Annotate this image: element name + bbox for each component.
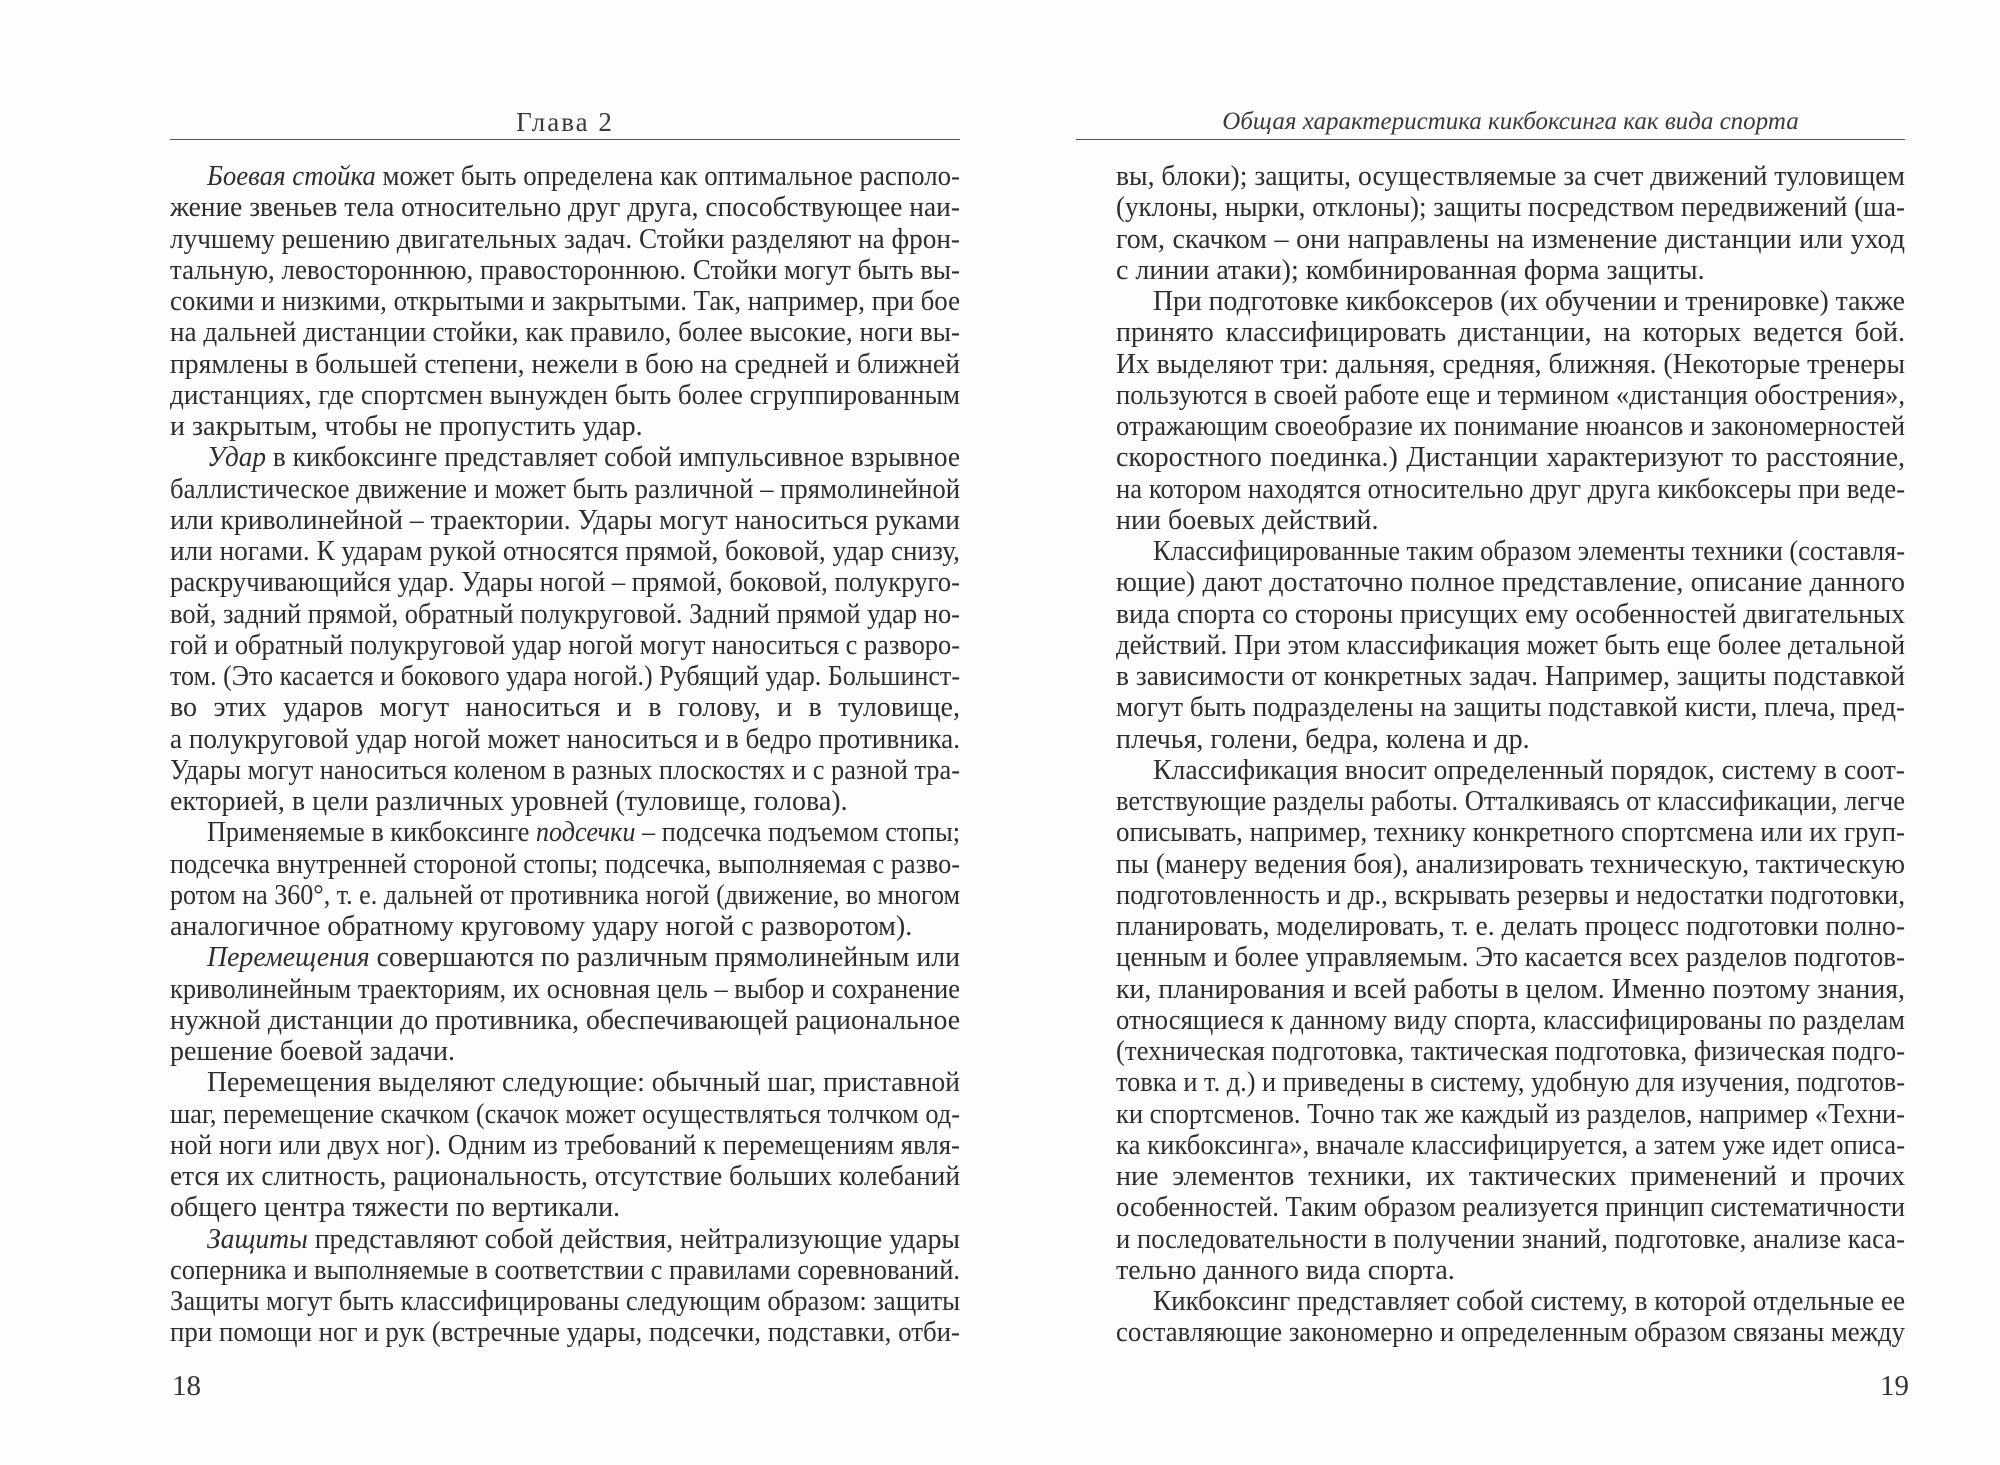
text-run: нужной дистанции до противника, обеспечивающей рациональное [170, 1004, 960, 1036]
text-line [1116, 380, 1905, 411]
text-line [170, 974, 960, 1005]
text-run: (уклоны, нырки, отклоны); защиты посредством передвижений (ша- [1116, 192, 1905, 224]
text-run: ной ноги или двух ног). Одним из требований к перемещениям явля- [170, 1129, 960, 1161]
text-line [1116, 192, 1905, 223]
text-run: дистанциях, где спортсмен вынужден быть более сгруппированным [170, 379, 960, 411]
text-line [1116, 161, 1905, 192]
text-run: екторией, в цели различных уровней (туловище, голова). [170, 786, 848, 817]
text-line [170, 1192, 960, 1223]
text-line [1116, 1192, 1905, 1223]
text-run: в зависимости от конкретных задач. Например, защиты подставкой [1116, 661, 1905, 692]
text-line [170, 599, 960, 630]
text-line [1116, 224, 1905, 255]
text-run: шаг, перемещение скачком (скачок может осуществляться толчком од- [170, 1098, 960, 1130]
text-run: вы, блоки); защиты, осуществляемые за счет движений туловищем [1116, 161, 1905, 192]
text-line [170, 161, 960, 192]
text-run: гой и обратный полукруговой удар ногой могут наноситься с разворо- [170, 629, 960, 661]
text-line [170, 224, 960, 255]
text-line [170, 567, 960, 598]
text-line [170, 505, 960, 536]
text-run: во этих ударов могут наноситься и в голову, и в туловище, [170, 692, 960, 724]
text-line [170, 911, 960, 942]
text-run: гом, скачком – они направлены на изменение дистанции или уход [1116, 223, 1905, 255]
text-line [170, 724, 960, 755]
text-run: или криволинейной – траектории. Удары могут наноситься руками [170, 504, 960, 536]
text-run: пользуются в своей работе еще и термином «дистанция обострения», [1116, 379, 1905, 411]
text-run: том. (Это касается и бокового удара ногой.) Рубящий удар. Большинст- [170, 661, 960, 692]
text-line [170, 286, 960, 317]
text-line [1116, 661, 1905, 692]
page-number: 19 [1880, 1370, 1909, 1402]
text-line [170, 786, 960, 817]
text-line [170, 317, 960, 348]
text-line [170, 411, 960, 442]
text-run: нии боевых действий. [1116, 504, 1379, 536]
text-run: или ногами. К ударам рукой относятся прямой, боковой, удар снизу, [170, 536, 960, 567]
text-line [1116, 1224, 1905, 1255]
text-run: ветствующие разделы работы. Отталкиваясь от классификации, легче [1116, 786, 1905, 817]
text-run: – подсечка подъемом стопы; [635, 817, 960, 849]
text-run: может быть определена как оптимальное располо- [375, 161, 960, 192]
text-line [170, 349, 960, 380]
text-line [1116, 411, 1905, 442]
page-number: 18 [172, 1370, 201, 1402]
text-line [1116, 1067, 1905, 1098]
text-line [170, 817, 960, 848]
text-run: описывать, например, технику конкретного спортсмена или их груп- [1116, 817, 1905, 849]
text-line [1116, 1286, 1905, 1317]
text-line [1116, 817, 1905, 848]
text-run: относящиеся к данному виду спорта, классифицированы по разделам [1116, 1004, 1905, 1036]
text-run: прямлены в большей степени, нежели в бою на средней и ближней [170, 348, 960, 380]
text-line [1116, 474, 1905, 505]
text-line [1116, 786, 1905, 817]
text-run: скоростного поединка.) Дистанции характеризуют то расстояние, [1116, 442, 1905, 474]
text-run: решение боевой задачи. [170, 1036, 455, 1067]
text-run: ки спортсменов. Точно так же каждый из разделов, например «Техни- [1116, 1098, 1905, 1130]
text-run: вой, задний прямой, обратный полукруговой. Задний прямой удар но- [170, 598, 960, 630]
text-run: аналогичное обратному круговому удару ногой с разворотом). [170, 911, 913, 942]
text-run: баллистическое движение и может быть различной – прямолинейной [170, 473, 960, 505]
text-run: товка и т. д.) и приведены в систему, удобную для изучения, подготов- [1116, 1067, 1905, 1099]
text-run: подсечка внутренней стороной стопы; подсечка, выполняемая с разво- [170, 848, 960, 880]
text-run: Удары могут наноситься коленом в разных плоскостях и с разной тра- [170, 754, 960, 786]
text-line [1116, 942, 1905, 973]
text-line [170, 1036, 960, 1067]
text-line [1116, 880, 1905, 911]
text-line [170, 1005, 960, 1036]
text-line [170, 661, 960, 692]
text-line [170, 1317, 960, 1348]
text-line [170, 442, 960, 473]
text-run: ка кикбоксинга», вначале классифицируется, а затем уже идет описа- [1116, 1129, 1905, 1161]
text-run: и последовательности в получении знаний, подготовке, анализе каса- [1116, 1223, 1905, 1255]
text-line [170, 536, 960, 567]
text-run: При подготовке кикбоксеров (их обучении и тренировке) также [1153, 286, 1905, 317]
text-line [1116, 1130, 1905, 1161]
text-run: (техническая подготовка, тактическая подготовка, физическая подго- [1116, 1036, 1905, 1067]
text-line [170, 755, 960, 786]
text-line [1116, 974, 1905, 1005]
text-run: лучшему решению двигательных задач. Стойки разделяют на фрон- [170, 223, 960, 255]
text-run: Кикбоксинг представляет собой систему, в которой отдельные ее [1153, 1286, 1905, 1317]
text-run: ется их слитность, рациональность, отсутствие больших колебаний [170, 1161, 960, 1192]
text-run: ки, планирования и всей работы в целом. Именно поэтому знания, [1116, 973, 1905, 1005]
text-run: в кикбоксинге представляет собой импульсивное взрывное [266, 442, 960, 474]
text-run: и закрытым, чтобы не пропустить удар. [170, 411, 643, 442]
text-run: Применяемые в кикбоксинге [207, 817, 536, 849]
text-run: Защиты могут быть классифицированы следующим образом: защиты [170, 1286, 960, 1317]
text-run: Классифицированные таким образом элементы техники (составля- [1153, 536, 1905, 567]
text-run: тельно данного вида спорта. [1116, 1254, 1455, 1286]
text-line [170, 1255, 960, 1286]
text-line [170, 1286, 960, 1317]
text-line [1116, 536, 1905, 567]
text-line [1116, 1317, 1905, 1348]
text-line [1116, 505, 1905, 536]
page-body [170, 161, 960, 1349]
text-run: ющие) дают достаточно полное представление, описание данного [1116, 567, 1905, 599]
text-run: при помощи ног и рук (встречные удары, подсечки, подставки, отби- [170, 1317, 960, 1349]
text-line [1116, 1099, 1905, 1130]
text-line [1116, 755, 1905, 786]
text-run: представляют собой действия, нейтрализующие удары [307, 1223, 960, 1255]
text-run: вида спорта со стороны присущих ему особенностей двигательных [1116, 598, 1905, 630]
text-line [170, 380, 960, 411]
text-line [170, 1161, 960, 1192]
text-line [170, 474, 960, 505]
text-run: ние элементов техники, их тактических применений и прочих [1116, 1161, 1905, 1192]
text-run: ценным и более управляемым. Это касается всех разделов подготов- [1116, 942, 1905, 974]
text-run: совершаются по различным прямолинейным или [369, 942, 961, 974]
text-line [170, 1130, 960, 1161]
text-run: составляющие закономерно и определенным образом связаны между [1116, 1317, 1905, 1349]
text-run: пы (манеру ведения боя), анализировать техническую, тактическую [1116, 848, 1905, 880]
emphasized-term: Удар [207, 442, 267, 474]
text-run: особенностей. Таким образом реализуется принцип систематичности [1116, 1192, 1905, 1224]
text-line [1116, 1255, 1905, 1286]
text-line [1116, 286, 1905, 317]
emphasized-term: Защиты [207, 1223, 308, 1255]
text-line [1116, 317, 1905, 348]
text-run: подготовленность и др., вскрывать резервы и недостатки подготовки, [1116, 879, 1905, 911]
text-line [1116, 630, 1905, 661]
text-line [170, 630, 960, 661]
text-line [170, 880, 960, 911]
emphasized-term: Перемещения [207, 942, 370, 974]
text-run: на дальней дистанции стойки, как правило, более высокие, ноги вы- [170, 317, 960, 349]
text-line [1116, 442, 1905, 473]
text-line [1116, 599, 1905, 630]
text-line [170, 692, 960, 723]
text-run: криволинейным траекториям, их основная цель – выбор и сохранение [170, 973, 960, 1005]
emphasized-term: подсечки [535, 817, 636, 849]
text-run: плечья, голени, бедра, колена и др. [1116, 723, 1530, 755]
header-rule [1076, 139, 1905, 140]
text-run: на котором находятся относительно друг друга кикбоксеры при веде- [1116, 473, 1905, 505]
text-line [1116, 911, 1905, 942]
text-line [1116, 849, 1905, 880]
text-line [1116, 692, 1905, 723]
text-run: тальную, левостороннюю, правостороннюю. Стойки могут быть вы- [170, 254, 960, 286]
text-run: сокими и низкими, открытыми и закрытыми. Так, например, при бое [170, 286, 960, 317]
header-rule [170, 139, 960, 140]
text-run: Перемещения выделяют следующие: обычный шаг, приставной [207, 1067, 960, 1099]
text-run: с линии атаки); комбинированная форма защиты. [1116, 254, 1705, 286]
text-line [170, 1224, 960, 1255]
right-page [1000, 0, 2000, 1465]
text-line [170, 255, 960, 286]
running-head-chapter: Глава 2 [516, 107, 614, 137]
text-line [1116, 349, 1905, 380]
text-run: соперника и выполняемые в соответствии с правилами соревнований. [170, 1254, 960, 1286]
text-run: могут быть подразделены на защиты подставкой кисти, плеча, пред- [1116, 692, 1905, 724]
text-line [170, 849, 960, 880]
text-run: планировать, моделировать, т. е. делать процесс подготовки полно- [1116, 911, 1905, 942]
emphasized-term: Боевая стойка [207, 161, 376, 192]
text-line [1116, 1005, 1905, 1036]
text-line [170, 1099, 960, 1130]
text-run: жение звеньев тела относительно друг друга, способствующее наи- [170, 192, 960, 224]
text-line [170, 192, 960, 223]
text-run: а полукруговой удар ногой может наноситься и в бедро противника. [170, 723, 960, 755]
text-run: Их выделяют три: дальняя, средняя, ближняя. (Некоторые тренеры [1116, 348, 1905, 380]
text-line [170, 942, 960, 973]
text-run: отражающим своеобразие их понимание нюансов и закономерностей [1116, 411, 1905, 442]
text-run: принято классифицировать дистанции, на которых ведется бой. [1116, 317, 1905, 349]
running-head-section: Общая характеристика кикбоксинга как вида спорта [1222, 108, 1799, 135]
text-line [1116, 1161, 1905, 1192]
page-body [1116, 161, 1905, 1349]
text-run: общего центра тяжести по вертикали. [170, 1192, 621, 1224]
text-line [1116, 724, 1905, 755]
text-run: раскручивающийся удар. Удары ногой – прямой, боковой, полукруго- [170, 567, 960, 599]
text-run: Классификация вносит определенный порядок, систему в соот- [1153, 754, 1905, 786]
text-run: действий. При этом классификация может быть еще более детальной [1116, 629, 1905, 661]
text-line [1116, 1036, 1905, 1067]
text-line [1116, 255, 1905, 286]
text-line [170, 1067, 960, 1098]
text-line [1116, 567, 1905, 598]
text-run: ротом на 360°, т. е. дальней от противника ногой (движение, во многом [170, 879, 960, 911]
